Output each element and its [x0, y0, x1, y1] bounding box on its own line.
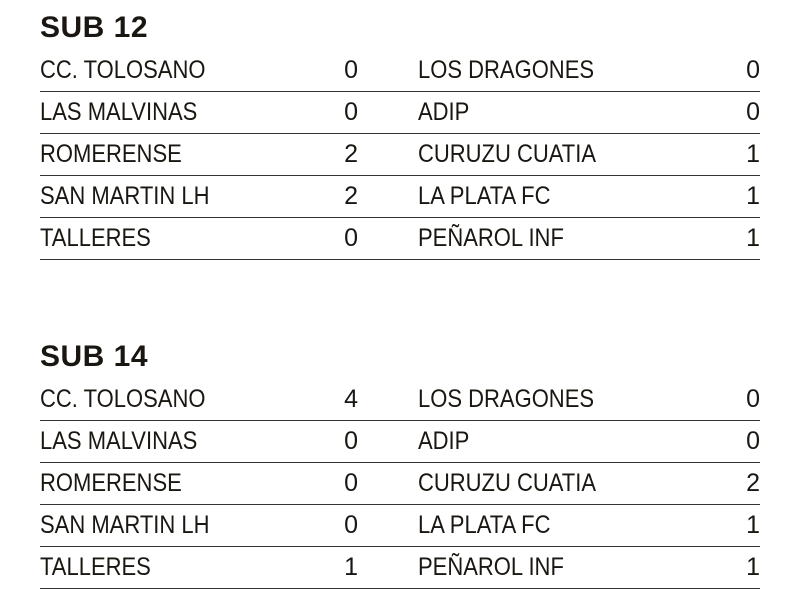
results-section-sub14 — [40, 335, 760, 589]
away-team-cell — [418, 140, 736, 169]
away-team-name: PEÑAROL INF — [418, 224, 564, 252]
away-team-cell — [418, 469, 736, 498]
away-team-name: LA PLATA FC — [418, 182, 551, 210]
section-title: SUB 12 — [40, 11, 149, 44]
match-row — [40, 92, 760, 134]
results-table — [40, 50, 760, 260]
results-section-sub12 — [40, 6, 760, 260]
away-score: 0 — [746, 56, 760, 84]
home-team-name: TALLERES — [40, 553, 151, 581]
home-score: 0 — [344, 98, 358, 126]
away-score: 0 — [746, 385, 760, 413]
away-score: 0 — [746, 98, 760, 126]
home-team-cell — [40, 427, 330, 456]
match-row — [40, 505, 760, 547]
match-row — [40, 50, 760, 92]
home-team-name: ROMERENSE — [40, 140, 182, 168]
away-team-cell — [418, 56, 736, 85]
away-team-name: LA PLATA FC — [418, 511, 551, 539]
home-team-name: SAN MARTIN LH — [40, 511, 210, 539]
match-row — [40, 134, 760, 176]
home-team-cell — [40, 469, 330, 498]
away-team-cell — [418, 427, 736, 456]
away-score: 1 — [746, 182, 760, 210]
away-team-name: CURUZU CUATIA — [418, 140, 597, 168]
home-score: 2 — [344, 140, 358, 168]
home-score: 0 — [344, 469, 358, 497]
home-team-name: CC. TOLOSANO — [40, 385, 206, 413]
match-row — [40, 421, 760, 463]
away-score: 2 — [746, 469, 760, 497]
away-score: 1 — [746, 511, 760, 539]
away-team-cell — [418, 182, 736, 211]
home-team-cell — [40, 140, 330, 169]
home-score: 0 — [344, 427, 358, 455]
home-team-cell — [40, 56, 330, 85]
home-team-name: ROMERENSE — [40, 469, 182, 497]
away-team-name: LOS DRAGONES — [418, 385, 595, 413]
match-row — [40, 547, 760, 589]
match-row — [40, 176, 760, 218]
home-team-cell — [40, 224, 330, 253]
home-team-name: CC. TOLOSANO — [40, 56, 206, 84]
home-team-name: SAN MARTIN LH — [40, 182, 210, 210]
away-team-name: LOS DRAGONES — [418, 56, 595, 84]
home-score: 0 — [344, 56, 358, 84]
away-team-cell — [418, 98, 736, 127]
home-team-name: TALLERES — [40, 224, 151, 252]
home-team-cell — [40, 511, 330, 540]
away-team-cell — [418, 385, 736, 414]
home-score: 0 — [344, 224, 358, 252]
results-table — [40, 379, 760, 589]
home-team-name: LAS MALVINAS — [40, 427, 198, 455]
home-score: 4 — [344, 385, 358, 413]
match-row — [40, 218, 760, 260]
match-row — [40, 379, 760, 421]
home-team-cell — [40, 385, 330, 414]
home-team-name: LAS MALVINAS — [40, 98, 198, 126]
home-team-cell — [40, 182, 330, 211]
match-row — [40, 463, 760, 505]
home-team-cell — [40, 98, 330, 127]
away-team-cell — [418, 224, 736, 253]
home-score: 0 — [344, 511, 358, 539]
away-team-name: ADIP — [418, 427, 470, 455]
section-title: SUB 14 — [40, 340, 149, 373]
away-score: 1 — [746, 224, 760, 252]
away-team-name: ADIP — [418, 98, 470, 126]
away-team-cell — [418, 553, 736, 582]
away-score: 1 — [746, 553, 760, 581]
away-team-name: CURUZU CUATIA — [418, 469, 597, 497]
away-score: 1 — [746, 140, 760, 168]
home-score: 1 — [344, 553, 358, 581]
home-team-cell — [40, 553, 330, 582]
away-score: 0 — [746, 427, 760, 455]
away-team-cell — [418, 511, 736, 540]
home-score: 2 — [344, 182, 358, 210]
away-team-name: PEÑAROL INF — [418, 553, 564, 581]
